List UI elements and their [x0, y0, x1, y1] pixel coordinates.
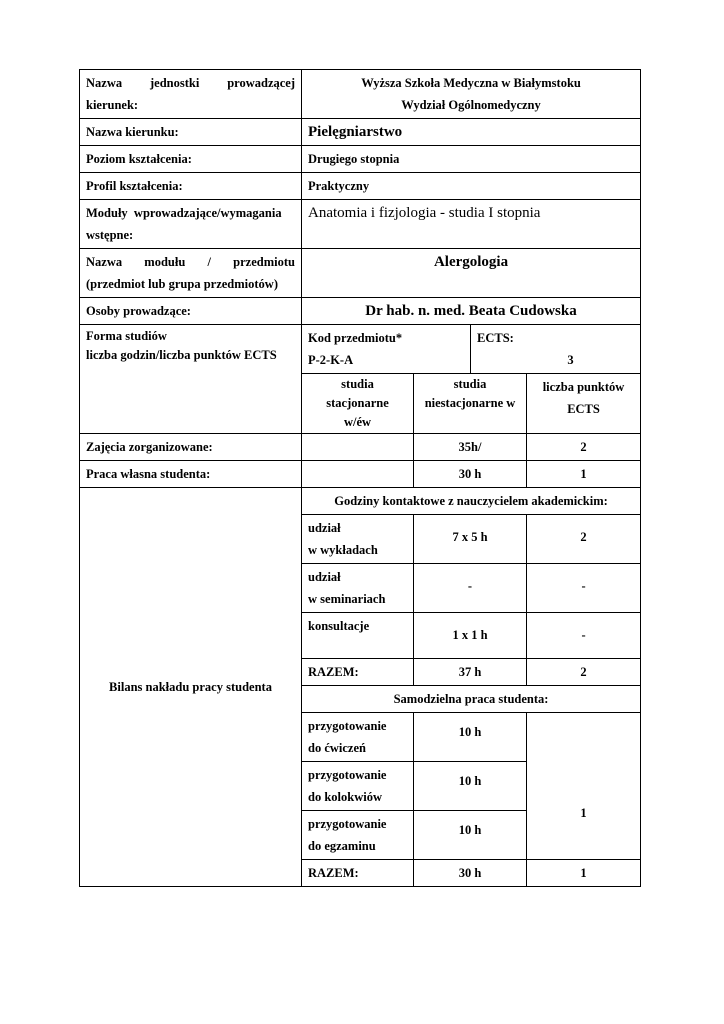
self-row-line2: do ćwiczeń [308, 741, 366, 755]
module-value: Alergologia [302, 249, 641, 298]
ects-cell [471, 325, 641, 374]
teachers-value: Dr hab. n. med. Beata Cudowska [302, 298, 641, 325]
contact-row-ects: - [527, 564, 641, 613]
contact-total-label: RAZEM: [302, 659, 414, 686]
self-total-hours: 30 h [414, 860, 527, 887]
self-row-label [302, 811, 414, 860]
contact-row-label [302, 515, 414, 564]
self-row-line2: do kolokwiów [308, 790, 382, 804]
contact-row-label [302, 564, 414, 613]
module-label-word-3: / [207, 255, 211, 269]
module-label [80, 249, 302, 298]
self-header: Samodzielna praca studenta: [302, 686, 641, 713]
row-level [80, 146, 641, 173]
prereq-label-line2: wstępne: [86, 228, 134, 242]
contact-row-hours: - [414, 564, 527, 613]
row-profile [80, 173, 641, 200]
row-module [80, 249, 641, 298]
form-label [80, 325, 302, 434]
contact-total-ects: 2 [527, 659, 641, 686]
module-label-line2: (przedmiot lub grupa przedmiotów) [86, 277, 278, 291]
ects-label: ECTS: [477, 331, 514, 345]
contact-row-line1: udział [308, 570, 341, 584]
contact-row-hours: 1 x 1 h [414, 613, 527, 659]
self-row-line1: przygotowanie [308, 768, 387, 782]
self-total-ects: 1 [527, 860, 641, 887]
unit-label [80, 70, 302, 119]
profile-value: Praktyczny [302, 173, 641, 200]
row-selfwork [80, 461, 641, 488]
unit-value [302, 70, 641, 119]
row-field [80, 119, 641, 146]
organized-ects: 2 [527, 434, 641, 461]
unit-label-word-2: jednostki [149, 76, 200, 90]
unit-label-word-3: prowadzącej [227, 76, 295, 90]
self-row-label [302, 713, 414, 762]
prereq-label [80, 200, 302, 249]
field-value: Pielęgniarstwo [302, 119, 641, 146]
row-contact-header [80, 488, 641, 515]
organized-label: Zajęcia zorganizowane: [80, 434, 302, 461]
col-header-nonstationary: studia niestacjonarne w [414, 374, 527, 434]
self-row-hours: 10 h [414, 713, 527, 762]
organized-stationary [302, 434, 414, 461]
self-row-hours: 10 h [414, 762, 527, 811]
self-row-label [302, 762, 414, 811]
self-total-label: RAZEM: [302, 860, 414, 887]
contact-header: Godziny kontaktowe z nauczycielem akademickim: [302, 488, 641, 515]
col-header-ects: liczba punktów ECTS [527, 374, 641, 434]
prereq-value: Anatomia i fizjologia - studia I stopnia [302, 200, 641, 249]
contact-row-ects: - [527, 613, 641, 659]
course-code-cell [302, 325, 471, 374]
selfwork-label: Praca własna studenta: [80, 461, 302, 488]
profile-label: Profil kształcenia: [80, 173, 302, 200]
module-label-word-1: Nazwa [86, 255, 123, 269]
unit-label-word-1: Nazwa [86, 76, 123, 90]
self-row-line2: do egzaminu [308, 839, 376, 853]
contact-row-line2: w seminariach [308, 592, 386, 606]
selfwork-nonstationary: 30 h [414, 461, 527, 488]
organized-nonstationary: 35h/ [414, 434, 527, 461]
row-teachers [80, 298, 641, 325]
module-label-word-4: przedmiotu [233, 255, 295, 269]
row-unit [80, 70, 641, 119]
teachers-label: Osoby prowadzące: [80, 298, 302, 325]
unit-value-line1: Wyższa Szkoła Medyczna w Białymstoku [361, 76, 581, 90]
prereq-label-line1: Moduły wprowadzające/wymagania [86, 206, 282, 220]
col-header-stationary: studia stacjonarne w/éw [302, 374, 414, 434]
unit-value-line2: Wydział Ogólnomedyczny [401, 98, 541, 112]
balance-label: Bilans nakładu pracy studenta [80, 488, 302, 887]
module-label-word-2: modułu [144, 255, 186, 269]
contact-total-hours: 37 h [414, 659, 527, 686]
row-form [80, 325, 641, 374]
course-card-table [79, 69, 641, 887]
form-label-line1: Forma studiów [86, 329, 167, 343]
contact-row-ects: 2 [527, 515, 641, 564]
self-row-line1: przygotowanie [308, 719, 387, 733]
unit-label-line2: kierunek: [86, 98, 139, 112]
selfwork-ects: 1 [527, 461, 641, 488]
level-label: Poziom kształcenia: [80, 146, 302, 173]
contact-row-hours: 7 x 5 h [414, 515, 527, 564]
contact-row-line2: w wykładach [308, 543, 378, 557]
self-row-hours: 10 h [414, 811, 527, 860]
contact-row-label: konsultacje [302, 613, 414, 659]
self-ects: 1 [527, 713, 641, 860]
self-row-line1: przygotowanie [308, 817, 387, 831]
form-label-line2: liczba godzin/liczba punktów ECTS [86, 348, 277, 362]
row-organized [80, 434, 641, 461]
field-label: Nazwa kierunku: [80, 119, 302, 146]
contact-row-line1: udział [308, 521, 341, 535]
ects-value: 3 [567, 353, 574, 367]
row-prerequisites [80, 200, 641, 249]
course-code-label: Kod przedmiotu* [308, 331, 403, 345]
selfwork-stationary [302, 461, 414, 488]
course-code-value: P-2-K-A [308, 353, 354, 367]
level-value: Drugiego stopnia [302, 146, 641, 173]
